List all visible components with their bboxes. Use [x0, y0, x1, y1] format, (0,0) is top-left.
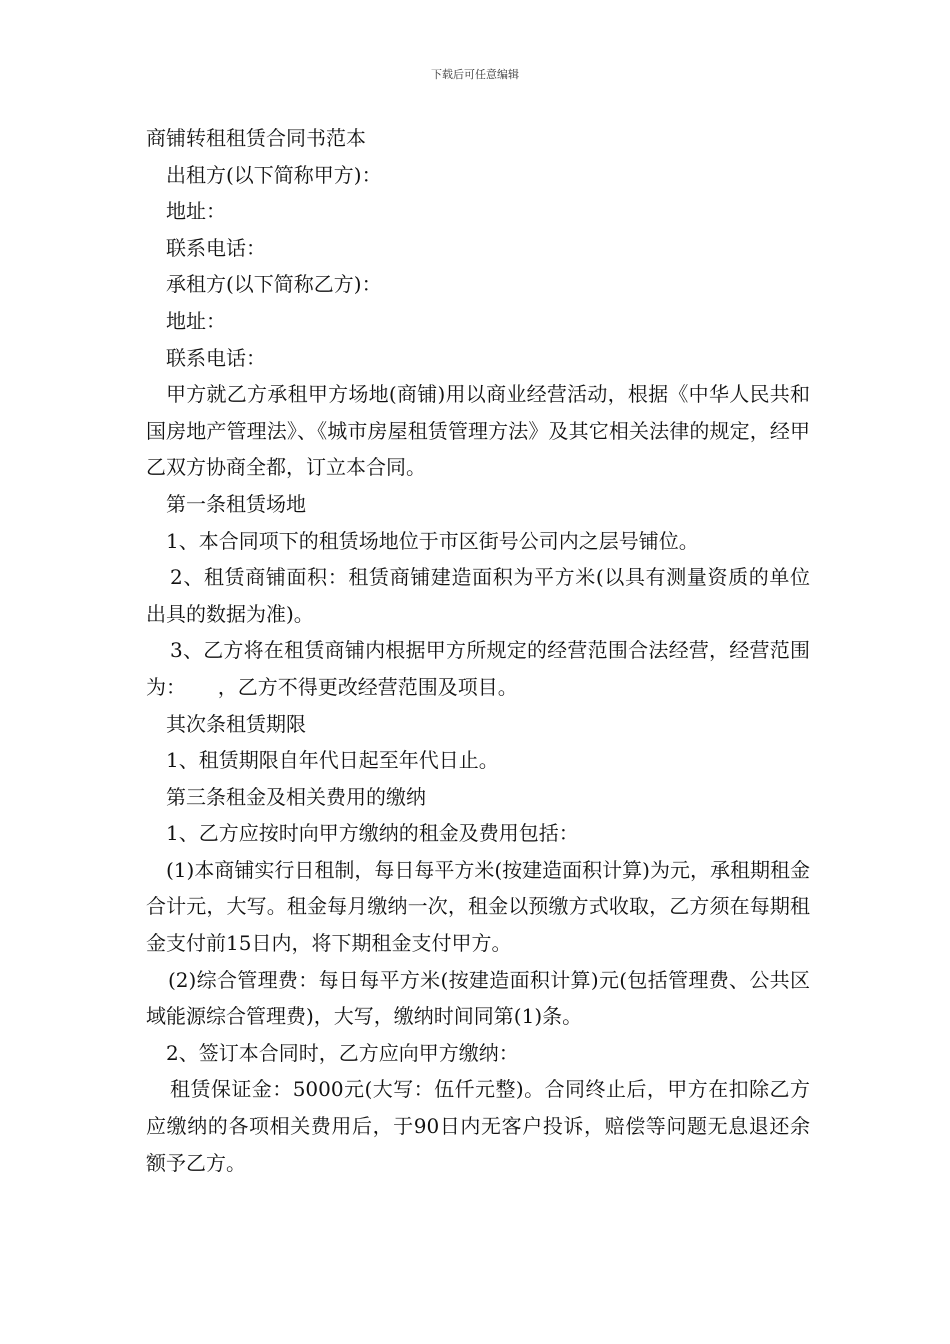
article3-item1-sub2: (2)综合管理费：每日每平方米(按建造面积计算)元(包括管理费、公共区域能源综合管理费)，大写，缴纳时间同第(1)条。 [146, 967, 810, 1029]
article1-item3: 3、乙方将在租赁商铺内根据甲方所规定的经营范围合法经营，经营范围为： ，乙方不得更改经营范围及项目。 [146, 638, 810, 699]
article3-deposit: 租赁保证金：5000元(大写：伍仟元整)。合同终止后，甲方在扣除乙方应缴纳的各项相关费用后，于90日内无客户投诉，赔偿等问题无息退还余额予乙方。 [146, 1077, 810, 1175]
lessee-address: 地址： [166, 308, 226, 333]
document-body [146, 120, 810, 1181]
document-title: 商铺转租租赁合同书范本 [146, 126, 366, 150]
lessor-label: 出租方(以下简称甲方)： [166, 162, 382, 187]
lessee-phone: 联系电话： [166, 345, 266, 370]
lessor-address: 地址： [166, 199, 226, 224]
article2-title: 其次条租赁期限 [166, 711, 306, 736]
article1-item1: 1、本合同项下的租赁场地位于市区街号公司内之层号铺位。 [166, 528, 699, 553]
article3-item1-sub1: (1)本商铺实行日租制，每日每平方米(按建造面积计算)为元，承租期租金合计元，大写。租金每月缴纳一次，租金以预缴方式收取，乙方须在每期租金支付前15日内，将下期租金支付甲方。 [146, 857, 810, 956]
lessor-phone: 联系电话： [166, 235, 266, 260]
article3-title: 第三条租金及相关费用的缴纳 [166, 784, 426, 809]
article3-item2: 2、签订本合同时，乙方应向甲方缴纳： [166, 1040, 519, 1065]
article1-item2: 2、租赁商铺面积：租赁商铺建造面积为平方米(以具有测量资质的单位出具的数据为准)。 [146, 565, 810, 626]
lessee-label: 承租方(以下简称乙方)： [166, 272, 382, 297]
intro-paragraph: 甲方就乙方承租甲方场地(商铺)用以商业经营活动，根据《中华人民共和国房地产管理法》、《城市房屋租赁管理方法》及其它相关法律的规定，经甲乙双方协商全都，订立本合同。 [146, 382, 810, 480]
article3-item1: 1、乙方应按时向甲方缴纳的租金及费用包括： [166, 821, 579, 846]
article2-item1: 1、租赁期限自年代日起至年代日止。 [166, 748, 499, 773]
article1-title: 第一条租赁场地 [166, 491, 306, 516]
header-note: 下载后可任意编辑 [431, 68, 519, 81]
